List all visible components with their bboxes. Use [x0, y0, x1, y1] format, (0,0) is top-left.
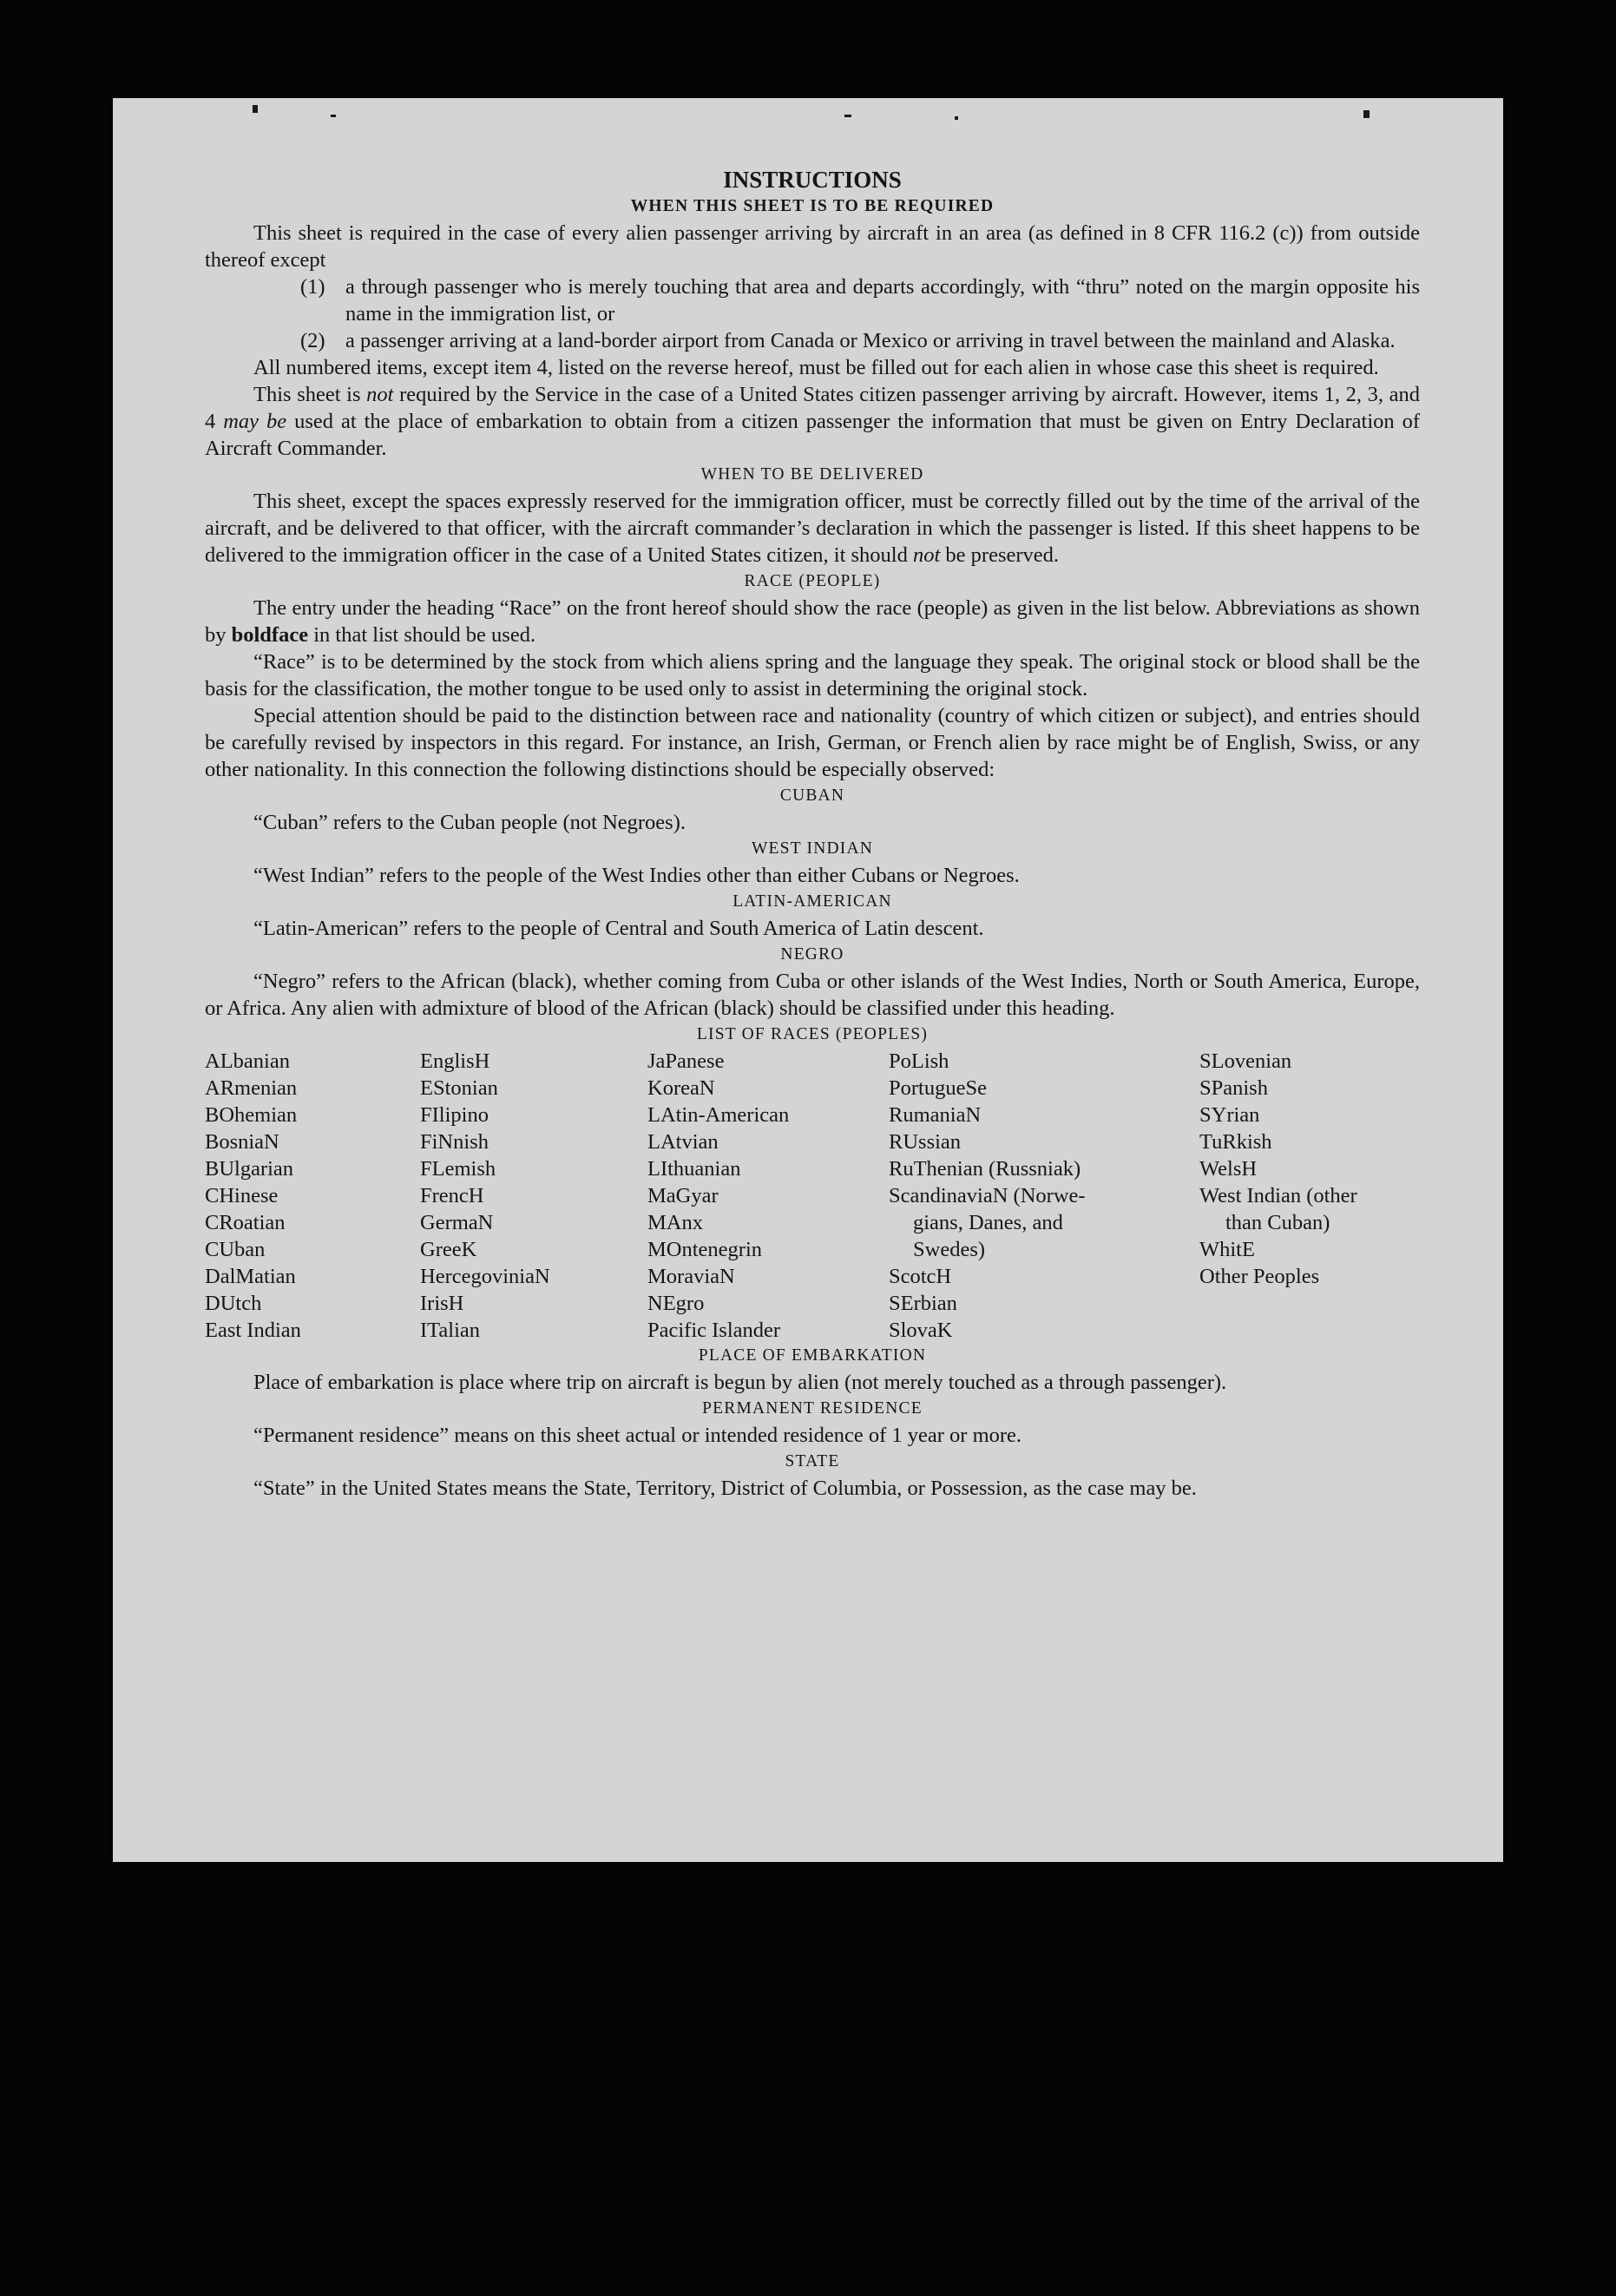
paragraph: “Negro” refers to the African (black), whether coming from Cuba or other islands of the West Indies, North or South America, Europe, or Africa. Any alien with admixture of blood of the African (black) should be classified under this heading. [205, 970, 1420, 1020]
races-list [205, 1048, 1420, 1343]
race-entry: DalMatian [205, 1265, 296, 1288]
paragraph [205, 381, 1420, 462]
race-entry: WelsH [1199, 1157, 1258, 1181]
paragraph [205, 488, 1420, 569]
section-heading: PLACE OF EMBARKATION [698, 1346, 927, 1365]
race-entry: FIlipino [420, 1103, 489, 1127]
race-entry: HercegoviniaN [420, 1265, 550, 1288]
race-entry: WhitE [1199, 1238, 1255, 1261]
races-column-2 [420, 1048, 550, 1344]
text-run: required by the Service in the case of a United States citizen passenger arriving by aircraft. However, items 1, 2, 3, and 4 [205, 383, 1420, 433]
section-heading: WHEN THIS SHEET IS TO BE REQUIRED [630, 197, 995, 215]
paragraph [205, 595, 1420, 648]
section-heading: CUBAN [779, 786, 845, 805]
races-column-3 [647, 1048, 789, 1344]
races-column-1 [205, 1048, 301, 1344]
race-entry: MOntenegrin [647, 1238, 762, 1261]
document-page [113, 98, 1503, 1862]
section-heading: LIST OF RACES (PEOPLES) [696, 1025, 929, 1043]
paragraph: All numbered items, except item 4, listed on the reverse hereof, must be filled out for each alien in whose case this sheet is required. [253, 356, 1379, 379]
italic-text: not [366, 383, 394, 406]
list-item [300, 327, 1420, 354]
race-entry: KoreaN [647, 1076, 715, 1100]
race-entry: SLovenian [1199, 1049, 1292, 1073]
race-entry: JaPanese [647, 1049, 725, 1073]
text-run: be preserved. [940, 543, 1060, 567]
text-run: The entry under the heading “Race” on the front hereof should show the race (people) as given in the list below. Abbreviations as shown by [205, 596, 1420, 647]
race-entry: ITalian [420, 1319, 481, 1342]
race-entry: PoLish [889, 1049, 949, 1073]
race-entry: LAtin-American [647, 1103, 790, 1127]
race-entry: SlovaK [889, 1319, 953, 1342]
item-text: a through passenger who is merely touching that area and departs accordingly, with “thru” noted on the margin opposite his name in the immigration list, or [345, 275, 1420, 326]
race-entry: BUlgarian [205, 1157, 294, 1181]
race-entry: ScandinaviaN (Norwe- [889, 1184, 1086, 1207]
race-entry: RumaniaN [889, 1103, 982, 1127]
race-entry: EStonian [420, 1076, 498, 1100]
race-entry: SPanish [1199, 1076, 1268, 1100]
race-entry: LIthuanian [647, 1157, 741, 1181]
race-entry: FLemish [420, 1157, 496, 1181]
section-heading: STATE [785, 1452, 840, 1470]
race-entry: ScotcH [889, 1265, 952, 1288]
races-column-5 [1199, 1048, 1357, 1290]
race-entry: CRoatian [205, 1211, 286, 1234]
race-entry-continued: Swedes) [913, 1238, 986, 1261]
section-heading: WEST INDIAN [751, 839, 874, 858]
punch-mark [844, 115, 851, 117]
race-entry: IrisH [420, 1292, 464, 1315]
race-entry: ARmenian [205, 1076, 298, 1100]
race-entry: ALbanian [205, 1049, 290, 1073]
race-entry: Other Peoples [1199, 1265, 1320, 1288]
text-run: in that list should be used. [308, 623, 536, 647]
item-text: a passenger arriving at a land-border airport from Canada or Mexico or arriving in travel between the mainland and Alaska. [345, 329, 1396, 352]
race-entry: West Indian (other [1199, 1184, 1357, 1207]
race-entry: FiNnish [420, 1130, 489, 1154]
race-entry-continued: gians, Danes, and [913, 1211, 1063, 1234]
race-entry: Pacific Islander [647, 1319, 781, 1342]
italic-text: not [912, 543, 941, 567]
paragraph: “Cuban” refers to the Cuban people (not Negroes). [253, 811, 686, 834]
race-entry: NEgro [647, 1292, 705, 1315]
paragraph: “West Indian” refers to the people of the West Indies other than either Cubans or Negroes. [253, 864, 1020, 887]
paragraph: “Race” is to be determined by the stock from which aliens spring and the language they speak. The original stock or blood shall be the basis for the classification, the mother tongue to be used only to assist in determining the original stock. [205, 650, 1420, 701]
section-heading: PERMANENT RESIDENCE [702, 1399, 923, 1418]
italic-text: may be [223, 410, 287, 433]
punch-mark [955, 116, 958, 120]
paragraph: Special attention should be paid to the distinction between race and nationality (country of which citizen or subject), and entries should be carefully revised by inspectors in this regard. For instance, an Irish, German, or French alien by race might be of English, Swiss, or any other nationality. In this connection the following distinctions should be especially observed: [205, 704, 1420, 781]
race-entry: BOhemian [205, 1103, 298, 1127]
paragraph: This sheet is required in the case of every alien passenger arriving by aircraft in an area (as defined in 8 CFR 116.2 (c)) from outside thereof except [205, 221, 1420, 272]
paragraph: “Permanent residence” means on this sheet actual or intended residence of 1 year or more. [253, 1424, 1022, 1447]
race-entry: CHinese [205, 1184, 279, 1207]
race-entry: MAnx [647, 1211, 703, 1234]
race-entry: LAtvian [647, 1130, 719, 1154]
item-number: (2) [300, 329, 325, 352]
race-entry: East Indian [205, 1319, 301, 1342]
paragraph: Place of embarkation is place where trip on aircraft is begun by alien (not merely touched as a through passenger). [253, 1371, 1227, 1394]
section-heading: NEGRO [780, 945, 844, 964]
race-entry: MoraviaN [647, 1265, 735, 1288]
item-number: (1) [300, 275, 325, 299]
bold-text: boldface [231, 623, 309, 647]
paragraph: “State” in the United States means the State, Territory, District of Columbia, or Possession, as the case may be. [253, 1477, 1197, 1500]
race-entry: FrencH [420, 1184, 484, 1207]
race-entry: MaGyar [647, 1184, 719, 1207]
section-heading: LATIN-AMERICAN [732, 892, 892, 911]
punch-mark [253, 105, 258, 113]
race-entry: TuRkish [1199, 1130, 1272, 1154]
race-entry-continued: than Cuban) [1225, 1211, 1330, 1234]
page-title: INSTRUCTIONS [723, 167, 902, 193]
race-entry: GermaN [420, 1211, 494, 1234]
race-entry: RUssian [889, 1130, 962, 1154]
section-heading: RACE (PEOPLE) [744, 572, 881, 590]
punch-mark [1363, 110, 1370, 118]
instructions-body [205, 166, 1420, 1502]
race-entry: CUban [205, 1238, 266, 1261]
text-run: This sheet, except the spaces expressly reserved for the immigration officer, must be correctly filled out by the time of the arrival of the aircraft, and be delivered to that officer, with the aircraft commander’s declaration in which the passenger is listed. If this sheet happens to be delivered to the immigration officer in the case of a United States citizen, it should [205, 490, 1420, 567]
list-item [300, 273, 1420, 327]
race-entry: RuThenian (Russniak) [889, 1157, 1081, 1181]
race-entry: SYrian [1199, 1103, 1260, 1127]
race-entry: SErbian [889, 1292, 957, 1315]
race-entry: DUtch [205, 1292, 262, 1315]
text-run: used at the place of embarkation to obtain from a citizen passenger the information that must be given on Entry Declaration of Aircraft Commander. [205, 410, 1421, 460]
punch-mark [331, 115, 336, 117]
race-entry: GreeK [420, 1238, 477, 1261]
paragraph: “Latin-American” refers to the people of Central and South America of Latin descent. [253, 917, 984, 940]
race-entry: BosniaN [205, 1130, 279, 1154]
text-run: This sheet is [253, 383, 367, 406]
race-entry: EnglisH [420, 1049, 490, 1073]
race-entry: PortugueSe [889, 1076, 987, 1100]
section-heading: WHEN TO BE DELIVERED [700, 465, 924, 484]
races-column-4 [889, 1048, 1086, 1344]
